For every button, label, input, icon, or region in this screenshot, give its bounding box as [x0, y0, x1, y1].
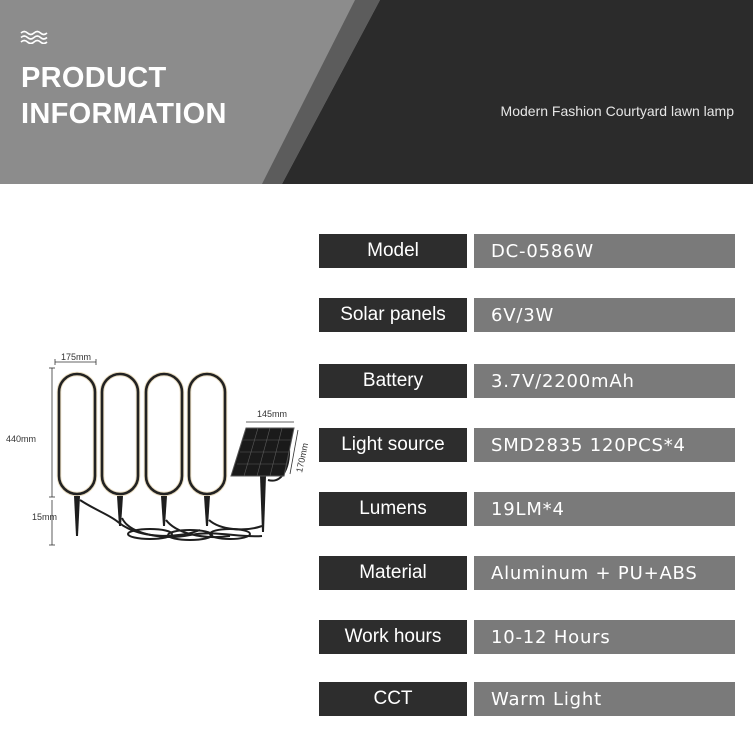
wave-icon [20, 30, 48, 44]
spec-value: SMD2835 120PCS*4 [474, 428, 735, 462]
spec-value: DC-0586W [474, 234, 735, 268]
title-line-1: PRODUCT [21, 62, 167, 94]
spec-value: Aluminum + PU+ABS [474, 556, 735, 590]
spec-row-model [319, 234, 735, 268]
panel-height-label: 170mm [294, 441, 310, 474]
title-line-2: INFORMATION [21, 98, 227, 130]
spec-value: 19LM*4 [474, 492, 735, 526]
spec-label: CCT [319, 682, 467, 716]
lawn-lamp-loops [59, 374, 225, 494]
spec-row-work-hours [319, 620, 735, 654]
spec-row-material [319, 556, 735, 590]
spec-row-cct [319, 682, 735, 716]
product-illustration [0, 340, 310, 560]
spec-label: Model [319, 234, 467, 268]
spec-label: Material [319, 556, 467, 590]
product-subtitle: Modern Fashion Courtyard lawn lamp [500, 103, 734, 119]
header-banner [0, 0, 753, 184]
panel-width-label: 145mm [256, 409, 288, 419]
spec-label: Work hours [319, 620, 467, 654]
spec-value: 6V/3W [474, 298, 735, 332]
spec-label: Light source [319, 428, 467, 462]
page-title [21, 60, 227, 132]
solar-panel [231, 428, 294, 476]
spec-row-lumens [319, 492, 735, 526]
spec-row-battery [319, 364, 735, 398]
spec-value: Warm Light [474, 682, 735, 716]
spec-row-solar-panels [319, 298, 735, 332]
spec-label: Lumens [319, 492, 467, 526]
height-dimension-label: 440mm [6, 434, 37, 444]
spec-row-light-source [319, 428, 735, 462]
spec-value: 3.7V/2200mAh [474, 364, 735, 398]
stake-dimension-label: 15mm [32, 512, 58, 522]
spec-label: Battery [319, 364, 467, 398]
spec-label: Solar panels [319, 298, 467, 332]
spec-value: 10-12 Hours [474, 620, 735, 654]
width-dimension-label: 175mm [60, 352, 92, 362]
